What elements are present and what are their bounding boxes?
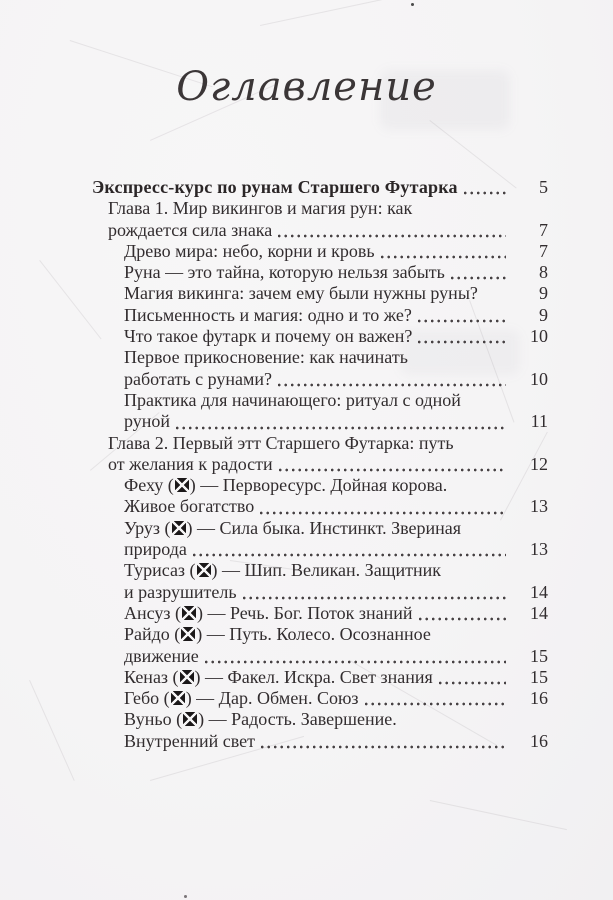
toc-entry-text: Феху (: [124, 475, 174, 496]
rune-placeholder-icon: [175, 478, 189, 492]
page-title: Оглавление: [176, 64, 437, 110]
page-number: 10: [530, 326, 548, 347]
toc-row: [92, 305, 548, 326]
toc-entry-text: Кеназ (: [124, 666, 179, 687]
page-number: 14: [530, 602, 548, 623]
toc-entry-text: Магия викинга: зачем ему были нужны руны?: [124, 283, 478, 304]
page-number: 13: [530, 496, 548, 517]
toc-entry-text: и разрушитель: [124, 581, 237, 602]
dot-leader: [451, 276, 506, 280]
page-number: 13: [530, 539, 548, 560]
page-number: 12: [530, 453, 548, 474]
toc-row: [92, 262, 548, 283]
toc-entry-text: Письменность и магия: одно и то же?: [124, 304, 412, 325]
toc-row: [92, 475, 548, 496]
page-number: 16: [530, 730, 548, 751]
dot-leader: [381, 255, 506, 259]
toc-entry-text: руной: [124, 411, 171, 432]
page-number: 9: [539, 304, 548, 325]
toc-entry-text: ) — Факел. Искра. Свет знания: [194, 666, 433, 687]
rune-placeholder-icon: [181, 627, 195, 641]
toc-entry-text: Гебо (: [124, 688, 170, 709]
toc-row: [92, 220, 548, 241]
toc-row: [92, 433, 548, 454]
toc-entry-text: работать с рунами?: [124, 368, 272, 389]
toc-row: [92, 731, 548, 752]
dot-leader: [464, 191, 506, 195]
toc-entry-text: от желания к радости: [108, 453, 273, 474]
toc-row: [92, 709, 548, 730]
dot-leader: [418, 319, 506, 323]
page-number: 7: [539, 240, 548, 261]
toc-row: [92, 624, 548, 645]
toc-row: [92, 241, 548, 262]
paper-speck: [411, 3, 414, 6]
toc-row: [92, 646, 548, 667]
dot-leader: [418, 340, 506, 344]
rune-placeholder-icon: [171, 691, 185, 705]
toc-entry-text: ) — Путь. Колесо. Осознанное: [196, 624, 431, 645]
toc-entry-text: Глава 2. Первый этт Старшего Футарка: путь: [108, 432, 454, 453]
toc-entry-text: Первое прикосновение: как начинать: [124, 347, 408, 368]
toc-entry-text: Внутренний свет: [124, 730, 255, 751]
toc-entry-text: Живое богатство: [124, 496, 255, 517]
toc-entry-text: Ансуз (: [124, 602, 181, 623]
toc-row: [92, 518, 548, 539]
page-number: 16: [530, 688, 548, 709]
page-number: 15: [530, 666, 548, 687]
toc-row: [92, 198, 548, 219]
page-number: 15: [530, 645, 548, 666]
toc-row: [92, 560, 548, 581]
dot-leader: [176, 426, 506, 430]
page-number: 9: [539, 283, 548, 304]
toc-row: [92, 603, 548, 624]
dot-leader: [243, 596, 506, 600]
dot-leader: [439, 681, 506, 685]
toc-row: [92, 283, 548, 304]
paper-crease: [29, 680, 75, 781]
rune-placeholder-icon: [180, 670, 194, 684]
toc-entry-text: Практика для начинающего: ритуал с одной: [124, 389, 461, 410]
toc-entry-text: Вуньо (: [124, 709, 183, 730]
toc-row: [92, 177, 548, 198]
toc-entry-text: ) — Речь. Бог. Поток знаний: [197, 602, 413, 623]
toc-entry-text: Уруз (: [124, 517, 171, 538]
page-number: 5: [539, 177, 548, 197]
toc-entry-text: Глава 1. Мир викингов и магия рун: как: [108, 198, 413, 219]
dot-leader: [193, 553, 506, 557]
toc-entry-text: ) — Шип. Великан. Защитник: [211, 560, 442, 581]
dot-leader: [260, 511, 506, 515]
rune-placeholder-icon: [183, 712, 197, 726]
dot-leader: [484, 298, 506, 302]
toc-entry-text: ) — Сила быка. Инстинкт. Звериная: [186, 517, 462, 538]
toc-entry-text: Экспресс-курс по рунам Старшего Футарка: [92, 177, 458, 197]
rune-placeholder-icon: [182, 606, 196, 620]
toc-row: [92, 667, 548, 688]
dot-leader: [419, 617, 506, 621]
page-number: 8: [539, 262, 548, 283]
dot-leader: [205, 660, 506, 664]
toc-row: [92, 496, 548, 517]
toc-entry-text: ) — Перворесурс. Дойная корова.: [189, 475, 448, 496]
toc-row: [92, 411, 548, 432]
toc-row: [92, 390, 548, 411]
page-number: 10: [530, 368, 548, 389]
toc-entry-text: ) — Дар. Обмен. Союз: [185, 688, 359, 709]
paper-crease: [430, 800, 567, 830]
dot-leader: [365, 702, 506, 706]
paper-speck: [184, 895, 187, 898]
toc-row: [92, 688, 548, 709]
dot-leader: [278, 383, 506, 387]
toc-entry-text: рождается сила знака: [108, 219, 273, 240]
toc-entry-text: природа: [124, 539, 187, 560]
toc-entry-text: Древо мира: небо, корни и кровь: [124, 240, 375, 261]
toc-entry-text: Что такое футарк и почему он важен?: [124, 326, 413, 347]
page-number: 11: [530, 411, 548, 432]
dot-leader: [261, 745, 506, 749]
toc-row: [92, 539, 548, 560]
dot-leader: [279, 468, 506, 472]
toc-entry-text: Райдо (: [124, 624, 181, 645]
rune-placeholder-icon: [197, 563, 211, 577]
toc-entry-text: Турисаз (: [124, 560, 196, 581]
table-of-contents: [92, 177, 548, 752]
page-number: 14: [530, 581, 548, 602]
toc-entry-text: Руна — это тайна, которую нельзя забыть: [124, 262, 445, 283]
toc-row: [92, 582, 548, 603]
rune-placeholder-icon: [172, 521, 186, 535]
toc-row: [92, 369, 548, 390]
toc-row: [92, 454, 548, 475]
toc-entry-text: ) — Радость. Завершение.: [198, 709, 397, 730]
toc-row: [92, 347, 548, 368]
toc-row: [92, 326, 548, 347]
toc-entry-text: движение: [124, 645, 199, 666]
page-number: 7: [539, 219, 548, 240]
dot-leader: [278, 234, 506, 238]
paper-crease: [260, 0, 436, 26]
